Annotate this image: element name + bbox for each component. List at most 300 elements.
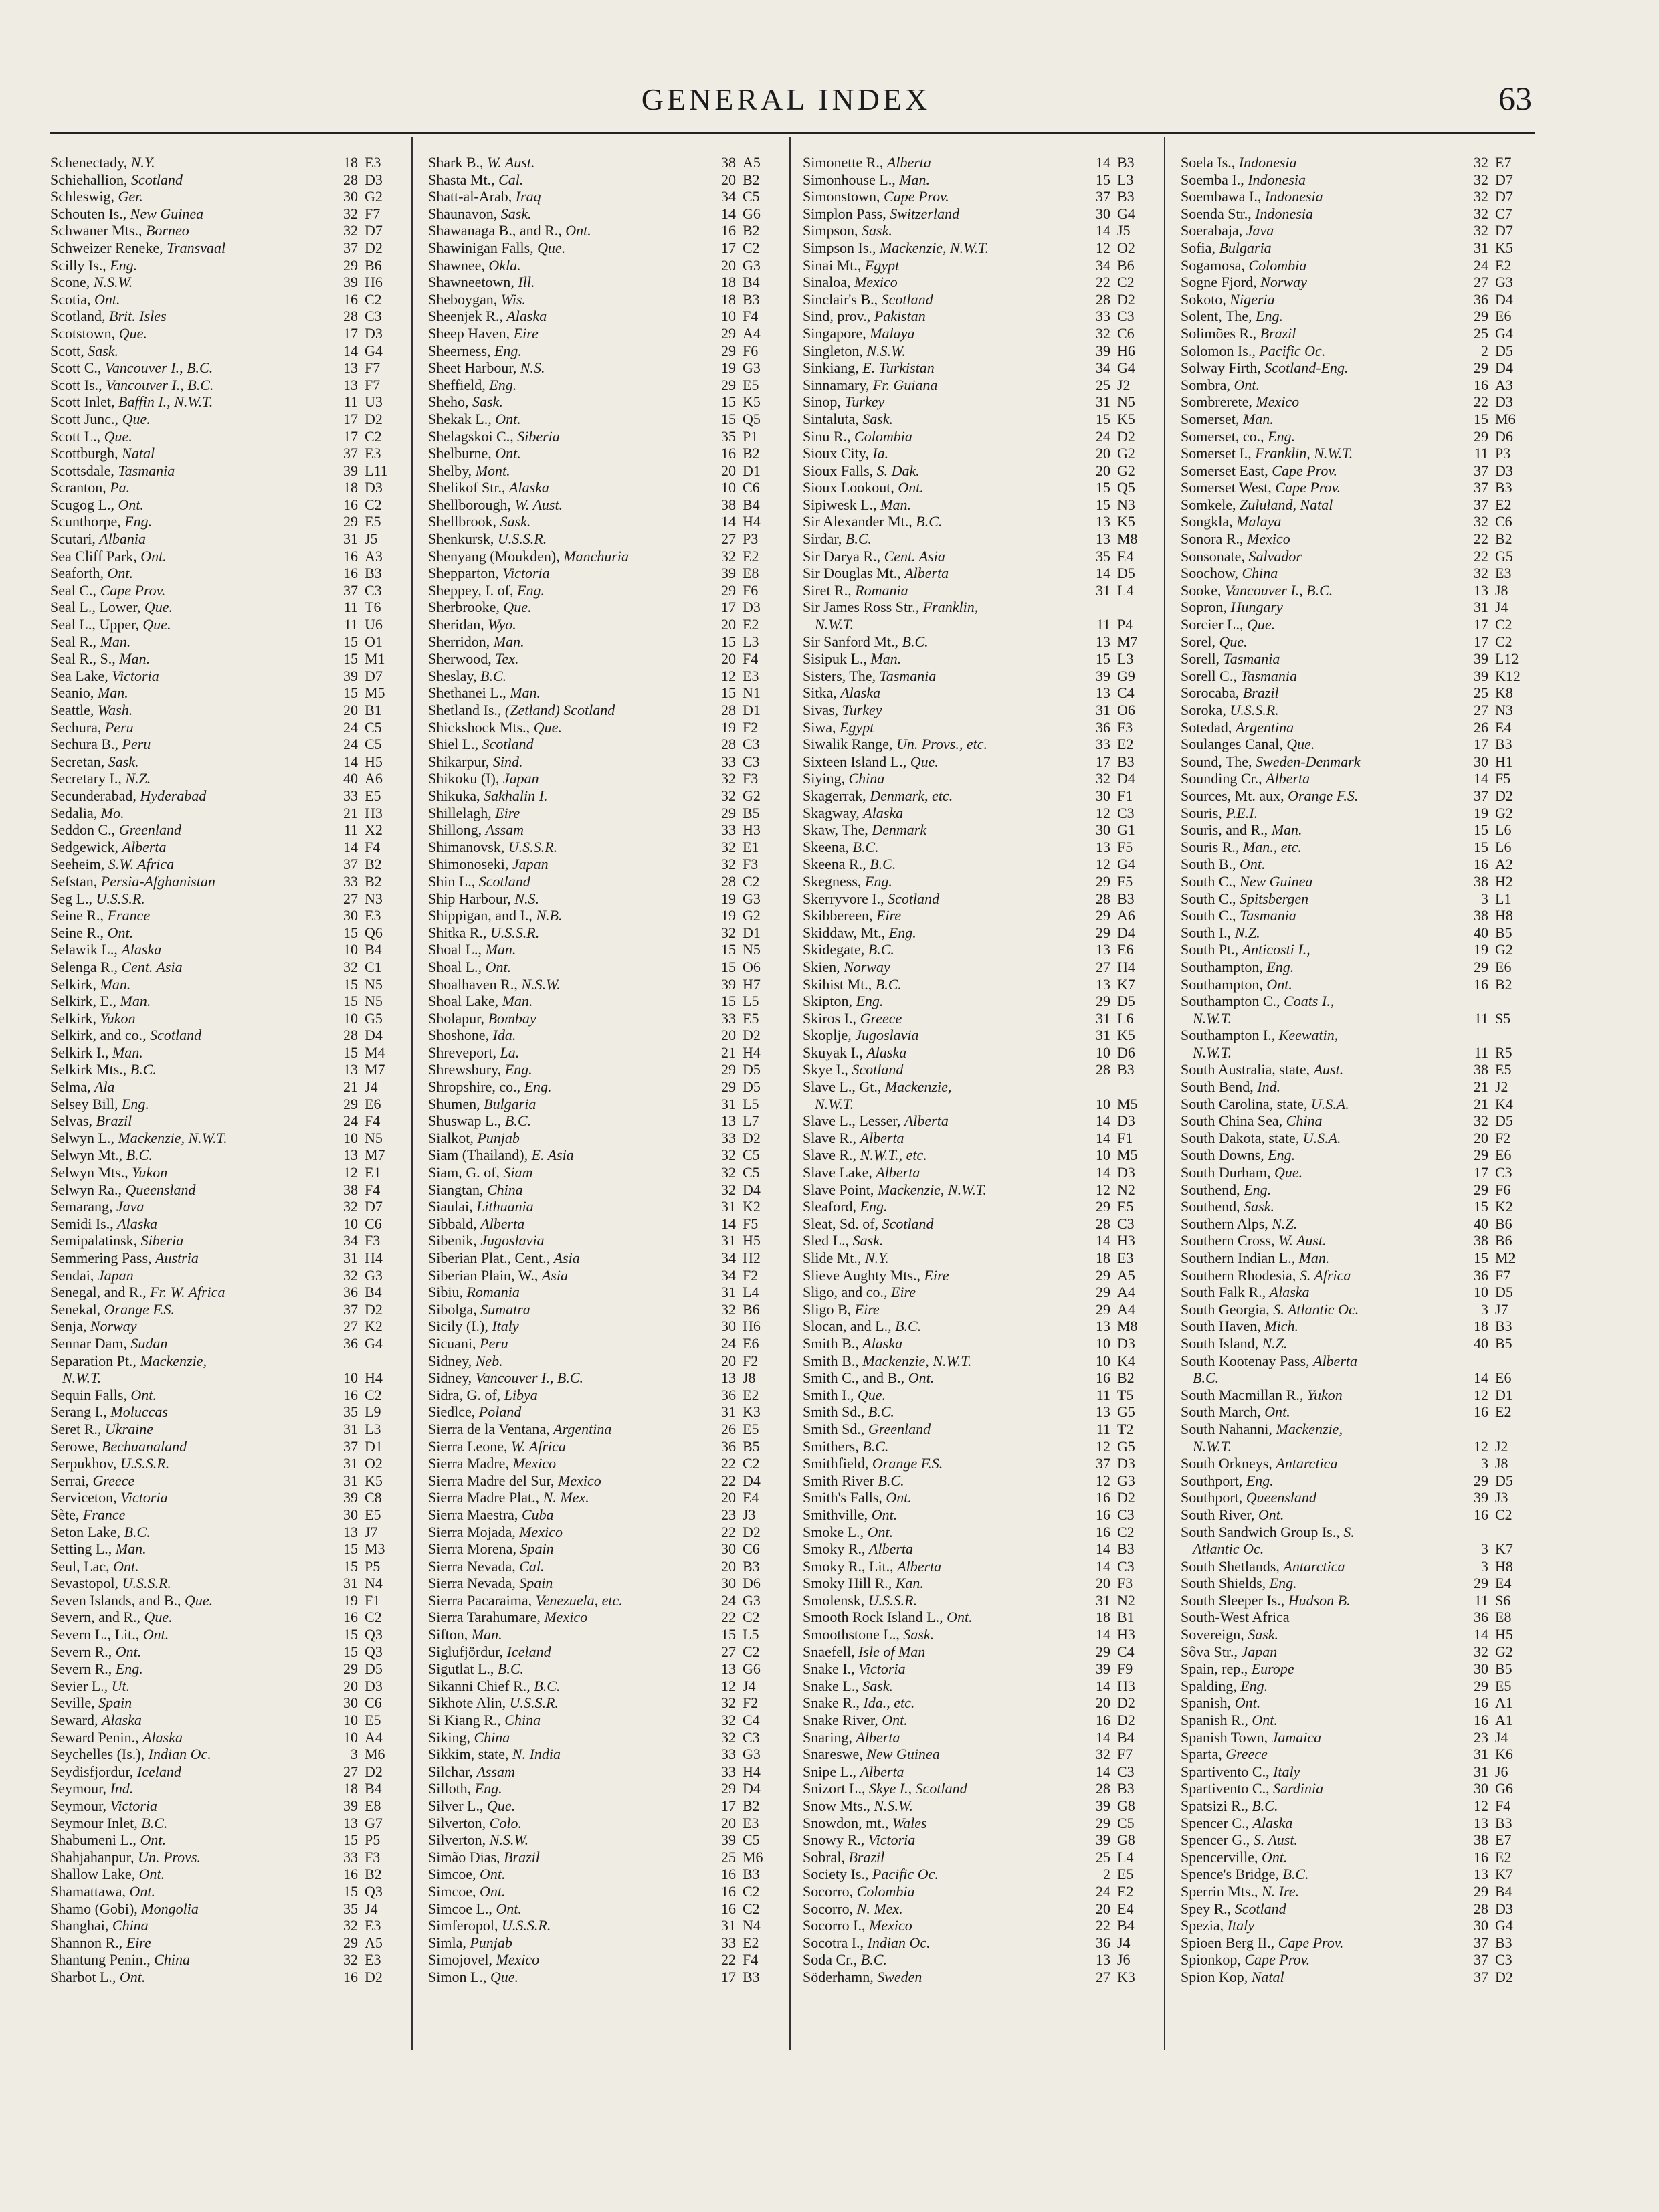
entry-grid-ref: J8 [1495, 581, 1508, 599]
index-entry [50, 787, 398, 805]
entry-page: 25 [1474, 684, 1488, 702]
entry-page: 31 [1474, 239, 1488, 256]
index-entry [428, 308, 776, 325]
entry-grid-ref: G5 [1117, 1437, 1135, 1455]
index-entry [803, 1369, 1151, 1387]
entry-name: Serpukhov, U.S.S.R. [50, 1455, 170, 1472]
entry-grid-ref: C6 [743, 1540, 760, 1558]
entry-name: Scotstown, Que. [50, 324, 147, 342]
index-entry [50, 291, 398, 308]
entry-page: 36 [721, 1386, 736, 1403]
entry-grid-ref: G3 [365, 1266, 383, 1284]
entry-grid-ref: E4 [1117, 1900, 1134, 1917]
entry-name: Sogamosa, Colombia [1181, 256, 1307, 274]
entry-name: South Australia, state, Aust. [1181, 1061, 1344, 1078]
entry-page: 15 [721, 993, 736, 1010]
entry-grid-ref: A2 [1495, 856, 1513, 873]
entry-grid-ref: E2 [743, 1386, 759, 1403]
entry-name: Silchar, Assam [428, 1763, 515, 1780]
entry-page: 11 [1474, 1009, 1488, 1027]
index-entry [1181, 1951, 1529, 1969]
entry-name: Sheerness, Eng. [428, 342, 522, 359]
index-entry [428, 1609, 776, 1626]
entry-name: B.C. [1193, 1369, 1219, 1387]
entry-grid-ref: F2 [743, 1266, 759, 1284]
entry-page: 22 [721, 1455, 736, 1472]
index-entry [1181, 222, 1529, 239]
index-entry [428, 1917, 776, 1934]
entry-page: 29 [1096, 1300, 1110, 1318]
entry-name: Sources, Mt. aux, Orange F.S. [1181, 787, 1359, 804]
entry-page: 15 [1096, 410, 1110, 427]
index-entry [428, 616, 776, 633]
entry-page: 17 [1474, 633, 1488, 650]
entry-name: South Downs, Eng. [1181, 1146, 1296, 1164]
index-entry [428, 856, 776, 873]
entry-grid-ref: D2 [1495, 787, 1513, 804]
index-entry [803, 702, 1151, 719]
index-entry [803, 959, 1151, 976]
entry-name: Scutari, Albania [50, 530, 146, 548]
entry-page: 19 [721, 718, 736, 736]
entry-name: Sidra, G. of, Libya [428, 1386, 538, 1403]
entry-grid-ref: C2 [743, 1643, 760, 1660]
index-entry [428, 684, 776, 702]
index-entry [428, 565, 776, 582]
index-entry [803, 393, 1151, 411]
entry-grid-ref: F2 [743, 1352, 759, 1369]
entry-grid-ref: B6 [743, 1300, 760, 1318]
entry-name: Serviceton, Victoria [50, 1489, 168, 1506]
entry-name: Selkirk, Yukon [50, 1009, 136, 1027]
index-entry [1181, 924, 1529, 942]
entry-page: 24 [1096, 1882, 1110, 1900]
entry-page: 18 [1096, 1609, 1110, 1626]
index-entry [803, 1712, 1151, 1729]
entry-grid-ref: M5 [1117, 1146, 1138, 1164]
entry-grid-ref: K4 [1495, 1095, 1513, 1112]
entry-name: Songkla, Malaya [1181, 513, 1282, 530]
entry-name: Shellbrook, Sask. [428, 513, 531, 530]
entry-name: Somerset East, Cape Prov. [1181, 462, 1338, 479]
index-entry [1181, 821, 1529, 839]
entry-name: Seydisfjordur, Iceland [50, 1763, 181, 1780]
entry-grid-ref: D4 [743, 1472, 761, 1489]
entry-name: Southend, Eng. [1181, 1181, 1272, 1198]
entry-name: Sokoto, Nigeria [1181, 290, 1275, 308]
entry-page: 16 [343, 1386, 358, 1403]
entry-grid-ref: E7 [1495, 1831, 1512, 1849]
index-entry [50, 411, 398, 428]
entry-grid-ref: F3 [365, 1232, 381, 1249]
index-entry [50, 1780, 398, 1797]
entry-name: Shuswap L., B.C. [428, 1112, 532, 1130]
index-entry [50, 993, 398, 1010]
entry-grid-ref: E3 [365, 907, 381, 924]
entry-page: 2 [1481, 342, 1488, 359]
entry-name: Spartivento C., Sardinia [1181, 1780, 1324, 1797]
index-entry [50, 856, 398, 873]
index-entry [1181, 1900, 1529, 1918]
entry-page: 32 [343, 205, 358, 222]
index-entry [50, 1712, 398, 1729]
entry-page: 19 [343, 1591, 358, 1609]
entry-page: 22 [1096, 274, 1110, 291]
entry-page: 27 [1474, 702, 1488, 718]
index-entry [803, 1438, 1151, 1455]
index-entry [50, 479, 398, 496]
entry-page: 38 [1474, 872, 1488, 890]
entry-grid-ref: H4 [365, 1369, 383, 1387]
entry-grid-ref: F2 [1495, 1129, 1511, 1146]
entry-page: 13 [343, 1814, 358, 1831]
entry-page: 16 [1474, 1712, 1488, 1729]
index-entry [428, 1678, 776, 1695]
entry-grid-ref: J4 [1117, 1934, 1131, 1951]
entry-grid-ref: G2 [1495, 1643, 1513, 1660]
index-entry [428, 599, 776, 616]
entry-page: 32 [1474, 171, 1488, 188]
entry-grid-ref: K7 [1495, 1540, 1513, 1558]
entry-name: Simão Dias, Brazil [428, 1848, 540, 1866]
index-entry [1181, 753, 1529, 771]
entry-name: Sinnamary, Fr. Guiana [803, 376, 938, 393]
entry-name: Spioen Berg II., Cape Prov. [1181, 1934, 1344, 1951]
entry-page: 32 [343, 222, 358, 239]
entry-page: 13 [721, 1660, 736, 1678]
entry-name: Smith River B.C. [803, 1472, 904, 1489]
entry-name: Selvas, Brazil [50, 1112, 132, 1130]
entry-grid-ref: D2 [365, 1300, 383, 1318]
entry-grid-ref: L6 [1495, 821, 1512, 839]
entry-grid-ref: G3 [1495, 274, 1513, 291]
entry-grid-ref: J2 [1495, 1437, 1508, 1455]
index-entry [50, 1797, 398, 1815]
entry-grid-ref: H4 [743, 1043, 761, 1061]
entry-page: 21 [721, 1043, 736, 1061]
entry-name: Sheslay, B.C. [428, 667, 507, 684]
entry-name: Skeena R., B.C. [803, 856, 896, 873]
entry-grid-ref: D3 [365, 1677, 383, 1694]
entry-grid-ref: C5 [365, 736, 382, 753]
index-entry [1181, 1181, 1529, 1199]
index-entry [1181, 1044, 1529, 1062]
entry-page: 39 [1474, 650, 1488, 668]
entry-name: Sir Darya R., Cent. Asia [803, 547, 945, 565]
entry-grid-ref: B2 [1495, 530, 1512, 548]
index-entry [803, 753, 1151, 771]
entry-grid-ref: N3 [1495, 702, 1513, 718]
entry-grid-ref: U3 [365, 393, 383, 411]
entry-grid-ref: C6 [1117, 324, 1135, 342]
index-entry [1181, 736, 1529, 753]
index-entry [428, 1438, 776, 1455]
entry-name: Spey R., Scotland [1181, 1900, 1286, 1917]
entry-grid-ref: D3 [1495, 1900, 1513, 1917]
index-entry [1181, 1558, 1529, 1575]
entry-grid-ref: B5 [1495, 1334, 1512, 1352]
index-entry [50, 1096, 398, 1113]
entry-page: 22 [721, 1609, 736, 1626]
entry-grid-ref: O2 [1117, 239, 1135, 256]
entry-name: Somerset I., Franklin, N.W.T. [1181, 445, 1353, 462]
entry-name: Spence's Bridge, B.C. [1181, 1866, 1309, 1883]
entry-name: Smith Sd., B.C. [803, 1403, 894, 1421]
entry-page: 13 [343, 1061, 358, 1078]
entry-name: Simcoe, Ont. [428, 1866, 506, 1883]
entry-grid-ref: B4 [1117, 1728, 1135, 1746]
index-entry [50, 684, 398, 702]
entry-name: Seal R., S., Man. [50, 650, 151, 668]
entry-page: 20 [721, 1814, 736, 1831]
entry-name: South Shetlands, Antarctica [1181, 1557, 1345, 1575]
entry-name: Smoky Hill R., Kan. [803, 1575, 924, 1592]
entry-page: 12 [1474, 1386, 1488, 1403]
index-entry [428, 650, 776, 668]
entry-grid-ref: L12 [1495, 650, 1519, 668]
entry-name: Shelby, Mont. [428, 462, 510, 479]
index-entry [50, 1694, 398, 1712]
entry-name: Shrewsbury, Eng. [428, 1061, 532, 1078]
entry-grid-ref: K2 [743, 1198, 761, 1215]
entry-name: Shreveport, La. [428, 1043, 520, 1061]
entry-name: Sikanni Chief R., B.C. [428, 1677, 561, 1694]
entry-page: 14 [1096, 154, 1110, 171]
index-entry [50, 1267, 398, 1284]
entry-name: Sorell C., Tasmania [1181, 667, 1298, 684]
index-entry [1181, 1592, 1529, 1609]
entry-name: N.W.T. [1193, 1009, 1232, 1027]
entry-grid-ref: E3 [743, 667, 759, 684]
entry-grid-ref: A4 [1117, 1300, 1135, 1318]
entry-page: 29 [1096, 1284, 1110, 1301]
index-entry [50, 1352, 398, 1370]
entry-name: Sotedad, Argentina [1181, 718, 1294, 736]
entry-page: 40 [1474, 924, 1488, 941]
index-entry [1181, 993, 1529, 1010]
entry-grid-ref: Q3 [365, 1626, 383, 1643]
entry-name: Sinkiang, E. Turkistan [803, 359, 935, 377]
entry-grid-ref: K5 [1117, 1027, 1135, 1044]
index-entry [1181, 1712, 1529, 1729]
entry-page: 29 [1096, 993, 1110, 1010]
entry-page: 37 [343, 856, 358, 873]
index-entry [1181, 1403, 1529, 1421]
entry-page: 2 [1103, 1866, 1110, 1883]
index-entry [803, 1626, 1151, 1643]
entry-name: Seg L., U.S.S.R. [50, 890, 145, 907]
entry-page: 10 [1096, 1334, 1110, 1352]
entry-grid-ref: L7 [743, 1112, 759, 1130]
entry-page: 29 [1096, 1814, 1110, 1831]
entry-grid-ref: E5 [365, 1506, 381, 1523]
entry-page: 38 [1474, 1232, 1488, 1249]
index-entry [428, 1763, 776, 1781]
index-entry [1181, 890, 1529, 908]
index-entry [1181, 1506, 1529, 1524]
entry-page: 27 [343, 1318, 358, 1335]
entry-grid-ref: E6 [1495, 958, 1512, 975]
entry-name: Snake R., Ida., etc. [803, 1694, 915, 1712]
entry-page: 14 [1096, 1677, 1110, 1694]
entry-page: 34 [1096, 256, 1110, 274]
entry-page: 28 [343, 308, 358, 325]
entry-name: Shamo (Gobi), Mongolia [50, 1900, 199, 1917]
index-entry [803, 1883, 1151, 1900]
entry-name: Sibenik, Jugoslavia [428, 1232, 545, 1249]
entry-name: Sleaford, Eng. [803, 1198, 888, 1215]
index-entry [428, 1267, 776, 1284]
entry-grid-ref: G6 [743, 1660, 761, 1678]
entry-name: Selwyn L., Mackenzie, N.W.T. [50, 1129, 227, 1146]
entry-page: 28 [1096, 1780, 1110, 1797]
entry-page: 15 [721, 1626, 736, 1643]
index-entry [428, 1506, 776, 1524]
entry-page: 20 [1474, 1129, 1488, 1146]
entry-page: 16 [343, 565, 358, 582]
entry-grid-ref: M5 [365, 684, 385, 702]
entry-grid-ref: C3 [365, 308, 382, 325]
entry-page: 29 [1474, 1146, 1488, 1164]
index-entry [803, 565, 1151, 582]
entry-name: Shawanaga B., and R., Ont. [428, 222, 591, 239]
entry-name: Selkirk, Man. [50, 975, 131, 993]
entry-grid-ref: D2 [1117, 290, 1135, 308]
entry-grid-ref: J4 [365, 1900, 378, 1917]
entry-name: Spencer C., Alaska [1181, 1814, 1293, 1831]
entry-grid-ref: J3 [1495, 1489, 1508, 1506]
entry-page: 32 [721, 1694, 736, 1712]
entry-name: Selawik L., Alaska [50, 941, 162, 959]
entry-grid-ref: J6 [1117, 1951, 1131, 1969]
entry-page: 29 [1096, 1198, 1110, 1215]
entry-page: 30 [721, 1575, 736, 1592]
entry-name: Shark B., W. Aust. [428, 154, 535, 171]
entry-page: 13 [1096, 633, 1110, 650]
entry-name: Sennar Dam, Sudan [50, 1334, 168, 1352]
entry-name: Slocan, and L., B.C. [803, 1318, 922, 1335]
entry-page: 24 [343, 1112, 358, 1130]
entry-page: 20 [721, 1027, 736, 1044]
entry-page: 31 [721, 1095, 736, 1112]
entry-grid-ref: H1 [1495, 752, 1513, 770]
entry-name: Somkele, Zululand, Natal [1181, 496, 1333, 513]
entry-grid-ref: D6 [1495, 427, 1513, 445]
index-entry [428, 1626, 776, 1643]
entry-grid-ref: C2 [743, 1900, 760, 1917]
entry-name: Seanio, Man. [50, 684, 128, 702]
entry-page: 3 [1481, 890, 1488, 907]
entry-name: Southern Alps, N.Z. [1181, 1215, 1298, 1232]
index-entry [803, 462, 1151, 480]
entry-page: 18 [1096, 1249, 1110, 1266]
entry-name: Southern Rhodesia, S. Africa [1181, 1266, 1351, 1284]
entry-name: Seaforth, Ont. [50, 565, 134, 582]
entry-page: 16 [721, 1900, 736, 1917]
entry-name: N.W.T. [815, 1095, 854, 1112]
entry-page: 12 [1096, 239, 1110, 256]
entry-name: Souris, P.E.I. [1181, 804, 1258, 821]
entry-grid-ref: G3 [743, 1591, 761, 1609]
entry-page: 13 [1096, 1951, 1110, 1969]
entry-grid-ref: J5 [1117, 222, 1131, 239]
entry-page: 30 [1474, 1660, 1488, 1678]
index-entry [803, 770, 1151, 787]
entry-page: 33 [721, 821, 736, 839]
entry-name: Semidi Is., Alaska [50, 1215, 158, 1232]
entry-page: 17 [343, 410, 358, 427]
entry-grid-ref: B3 [1495, 1814, 1512, 1831]
entry-name: Silloth, Eng. [428, 1780, 502, 1797]
entry-grid-ref: D7 [1495, 171, 1513, 188]
index-entry [428, 1849, 776, 1866]
entry-page: 24 [343, 718, 358, 736]
entry-page: 32 [721, 1712, 736, 1729]
entry-grid-ref: H6 [365, 274, 383, 291]
entry-name: Senegal, and R., Fr. W. Africa [50, 1284, 225, 1301]
index-entry [803, 291, 1151, 308]
index-entry [428, 1369, 776, 1387]
entry-page: 30 [1474, 1917, 1488, 1934]
entry-page: 13 [1096, 1403, 1110, 1421]
index-entry [428, 1797, 776, 1815]
entry-grid-ref: D3 [1117, 1112, 1135, 1130]
index-entry [50, 1146, 398, 1164]
entry-page: 15 [1096, 650, 1110, 668]
entry-grid-ref: D5 [743, 1078, 761, 1096]
entry-name: South-West Africa [1181, 1609, 1290, 1626]
index-entry [803, 1540, 1151, 1558]
entry-name: Smith's Falls, Ont. [803, 1489, 912, 1506]
entry-grid-ref: D1 [743, 462, 761, 479]
entry-grid-ref: K3 [743, 1403, 761, 1421]
entry-name: Simpson Is., Mackenzie, N.W.T. [803, 239, 989, 256]
entry-page: 37 [1474, 787, 1488, 804]
index-entry [428, 1335, 776, 1352]
entry-name: Simonette R., Alberta [803, 154, 931, 171]
entry-name: Senekal, Orange F.S. [50, 1300, 175, 1318]
entry-page: 11 [343, 393, 358, 411]
entry-grid-ref: Q5 [1117, 479, 1135, 496]
entry-grid-ref: A6 [365, 770, 383, 787]
entry-name: Sibbald, Alberta [428, 1215, 525, 1232]
entry-grid-ref: N5 [365, 975, 383, 993]
entry-name: South Pt., Anticosti I., [1181, 941, 1310, 959]
entry-name: Scranton, Pa. [50, 479, 130, 496]
entry-page: 17 [721, 1968, 736, 1985]
entry-name: South China Sea, China [1181, 1112, 1323, 1130]
entry-page: 18 [343, 479, 358, 496]
entry-grid-ref: H5 [743, 1232, 761, 1249]
entry-grid-ref: C4 [743, 1712, 760, 1729]
entry-grid-ref: E5 [1117, 1866, 1134, 1883]
entry-name: Seddon C., Greenland [50, 821, 181, 839]
index-entry [50, 1387, 398, 1404]
entry-name: Schleswig, Ger. [50, 188, 143, 205]
entry-name: Seymour, Ind. [50, 1780, 134, 1797]
entry-name: Sevier L., Ut. [50, 1677, 130, 1694]
index-entry [803, 1900, 1151, 1918]
entry-grid-ref: C3 [1117, 1215, 1135, 1232]
index-entry [803, 1215, 1151, 1233]
entry-name: Sète, France [50, 1506, 126, 1523]
entry-name: Sipiwesk L., Man. [803, 496, 911, 513]
index-entry [50, 393, 398, 411]
index-entry [803, 1694, 1151, 1712]
entry-page: 32 [721, 856, 736, 873]
entry-name: Sequin Falls, Ont. [50, 1386, 157, 1403]
index-entry [428, 907, 776, 924]
